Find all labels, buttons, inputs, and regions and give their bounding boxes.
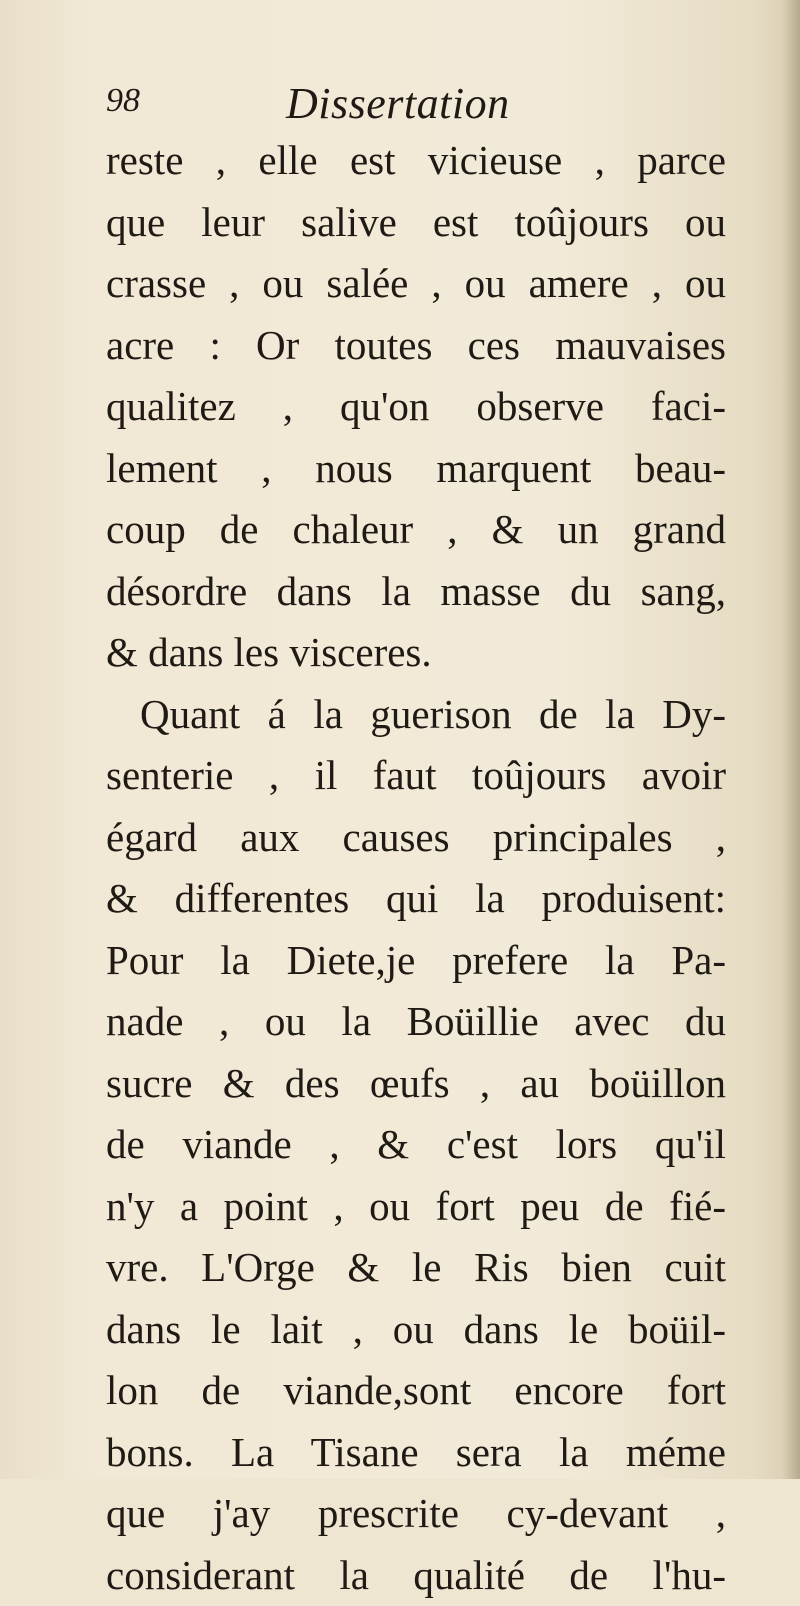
text-line: crasse , ou salée , ou amere , ou: [106, 253, 726, 315]
text-line: acre : Or toutes ces mauvaises: [106, 315, 726, 377]
text-line: reste , elle est vicieuse , parce: [106, 130, 726, 192]
running-head: [106, 78, 726, 126]
paragraph-start-line: Quant á la guerison de la Dy-: [106, 684, 726, 746]
text-line: lon de viande,sont encore fort: [106, 1360, 726, 1422]
text-line: qualitez , qu'on observe faci-: [106, 376, 726, 438]
body-text: [106, 130, 726, 1606]
text-line: dans le lait , ou dans le boüil-: [106, 1299, 726, 1361]
page-number: 98: [106, 82, 140, 120]
text-line: nade , ou la Boüillie avec du: [106, 991, 726, 1053]
text-line: égard aux causes principales ,: [106, 807, 726, 869]
text-line: senterie , il faut toûjours avoir: [106, 745, 726, 807]
text-line: désordre dans la masse du sang,: [106, 561, 726, 623]
text-line: bons. La Tisane sera la méme: [106, 1422, 726, 1484]
text-line: considerant la qualité de l'hu-: [106, 1545, 726, 1606]
text-line: que leur salive est toûjours ou: [106, 192, 726, 254]
text-line: n'y a point , ou fort peu de fié-: [106, 1176, 726, 1238]
text-line: coup de chaleur , & un grand: [106, 499, 726, 561]
text-line: Pour la Diete,je prefere la Pa-: [106, 930, 726, 992]
paragraph-end-line: & dans les visceres.: [106, 622, 726, 684]
text-line: que j'ay prescrite cy-devant ,: [106, 1483, 726, 1545]
running-title: Dissertation: [286, 78, 510, 129]
page-gutter-shadow: [782, 0, 800, 1479]
text-line: lement , nous marquent beau-: [106, 438, 726, 500]
text-line: & differentes qui la produisent:: [106, 868, 726, 930]
text-line: sucre & des œufs , au boüillon: [106, 1053, 726, 1115]
text-line: vre. L'Orge & le Ris bien cuit: [106, 1237, 726, 1299]
text-line: de viande , & c'est lors qu'il: [106, 1114, 726, 1176]
